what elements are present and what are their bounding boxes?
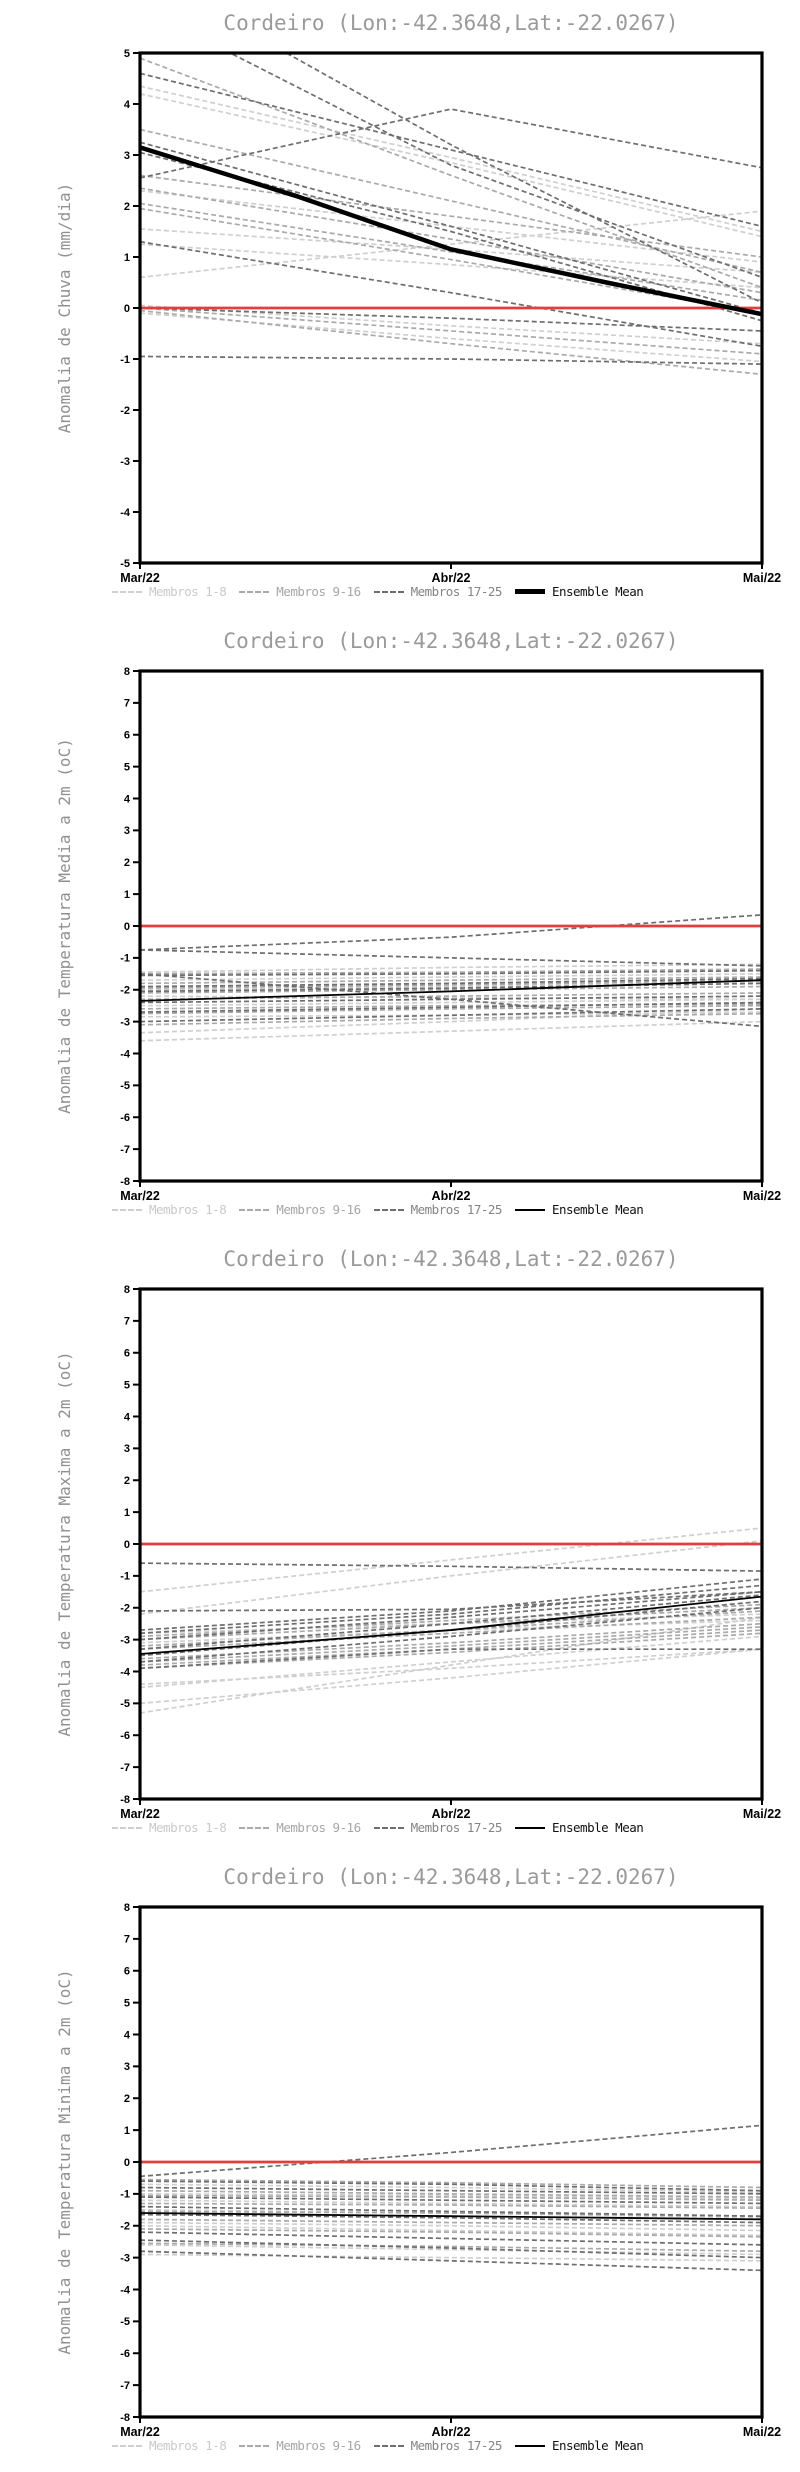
chart-canvas — [0, 618, 800, 1236]
legend-item — [112, 2438, 226, 2453]
member-line-sample — [239, 1209, 269, 1211]
legend-label: Membros 9-16 — [276, 2438, 361, 2453]
member-line — [140, 1617, 762, 1713]
x-tick-label: Mar/22 — [120, 1189, 160, 1203]
member-line — [140, 1009, 762, 1033]
member-line — [140, 1649, 762, 1703]
member-line — [140, 1563, 762, 1571]
y-tick-label: 8 — [123, 1283, 130, 1296]
x-tick-label: Abr/22 — [431, 2425, 471, 2439]
y-axis-label: Anomalia de Temperatura Minima a 2m (oC) — [55, 1969, 74, 2355]
y-tick-label: -5 — [120, 1698, 130, 1711]
plot-area — [140, 0, 762, 374]
y-tick-label: -7 — [120, 1761, 130, 1774]
member-line-sample — [112, 1827, 142, 1829]
y-tick-label: 1 — [123, 888, 130, 901]
y-tick-label: -6 — [120, 1112, 130, 1125]
x-tick-label: Mar/22 — [120, 1807, 160, 1821]
plot-area — [140, 1528, 762, 1713]
member-line-sample — [374, 2445, 404, 2447]
legend-item — [239, 1202, 360, 1217]
y-tick-label: 0 — [123, 302, 130, 315]
chart-title: Cordeiro (Lon:-42.3648,Lat:-22.0267) — [223, 629, 679, 653]
y-tick-label: -2 — [120, 984, 130, 997]
chart-title: Cordeiro (Lon:-42.3648,Lat:-22.0267) — [223, 1247, 679, 1271]
y-tick-label: 3 — [123, 825, 130, 838]
y-tick-label: 6 — [123, 729, 130, 742]
y-tick-label: -1 — [120, 353, 130, 366]
legend-item — [515, 2438, 643, 2453]
legend-label: Membros 1-8 — [149, 584, 227, 599]
x-tick-label: Mar/22 — [120, 571, 160, 585]
member-line — [140, 7, 762, 277]
y-tick-label: 3 — [123, 2061, 130, 2074]
legend-item — [515, 1202, 643, 1217]
member-line — [140, 950, 762, 966]
chart-legend — [112, 1202, 772, 1217]
x-tick-label: Mai/22 — [742, 1807, 782, 1821]
y-tick-label: 6 — [123, 1965, 130, 1978]
legend-label: Membros 9-16 — [276, 1820, 361, 1835]
y-tick-label: -7 — [120, 2379, 130, 2392]
member-line-sample — [239, 2445, 269, 2447]
member-line — [140, 1528, 762, 1592]
y-tick-label: 1 — [123, 251, 130, 264]
legend-label: Ensemble Mean — [551, 584, 644, 599]
x-tick-label: Mai/22 — [742, 2425, 782, 2439]
ensemble-mean-line — [140, 1597, 762, 1654]
y-tick-label: -1 — [120, 1570, 130, 1583]
y-tick-label: -4 — [120, 506, 130, 519]
member-line — [140, 86, 762, 231]
member-line — [140, 142, 762, 313]
y-tick-label: -5 — [120, 2316, 130, 2329]
legend-item — [112, 584, 226, 599]
member-line-sample — [374, 1209, 404, 1211]
legend-item — [374, 2438, 502, 2453]
y-tick-label: 3 — [123, 149, 130, 162]
y-tick-label: -2 — [120, 2220, 130, 2233]
y-tick-label: 8 — [123, 665, 130, 678]
y-tick-label: -3 — [120, 1634, 130, 1647]
y-tick-label: 7 — [123, 1315, 130, 1328]
member-line-sample — [112, 1209, 142, 1211]
panel-3 — [0, 1236, 800, 1854]
member-line — [140, 58, 762, 288]
legend-label: Membros 9-16 — [276, 584, 361, 599]
chart-legend — [112, 584, 772, 599]
y-tick-label: 1 — [123, 1506, 130, 1519]
legend-label: Ensemble Mean — [551, 2438, 644, 2453]
member-line — [140, 1649, 762, 1684]
member-line — [140, 313, 762, 361]
chart-title: Cordeiro (Lon:-42.3648,Lat:-22.0267) — [223, 11, 679, 35]
x-tick-label: Abr/22 — [431, 1189, 471, 1203]
legend-label: Membros 9-16 — [276, 1202, 361, 1217]
x-tick-label: Mar/22 — [120, 2425, 160, 2439]
legend-item — [374, 1820, 502, 1835]
mean-line-sample — [515, 2445, 545, 2447]
y-tick-label: 0 — [123, 2156, 130, 2169]
legend-item — [239, 1820, 360, 1835]
y-tick-label: 7 — [123, 1933, 130, 1946]
y-tick-label: -2 — [120, 404, 130, 417]
y-tick-label: 6 — [123, 1347, 130, 1360]
mean-line-sample — [515, 1827, 545, 1829]
y-tick-label: 1 — [123, 2124, 130, 2137]
member-line — [140, 2223, 762, 2231]
y-tick-label: 7 — [123, 697, 130, 710]
legend-item — [374, 1202, 502, 1217]
member-line — [140, 0, 762, 303]
y-tick-label: 5 — [123, 47, 130, 60]
member-line — [140, 1636, 762, 1687]
member-line-sample — [239, 1827, 269, 1829]
member-line — [140, 2180, 762, 2188]
chart-title: Cordeiro (Lon:-42.3648,Lat:-22.0267) — [223, 1865, 679, 1889]
legend-item — [515, 584, 643, 599]
legend-label: Membros 17-25 — [410, 1820, 502, 1835]
plot-area — [140, 2125, 762, 2270]
y-tick-label: -3 — [120, 2252, 130, 2265]
y-tick-label: 4 — [123, 98, 130, 111]
y-tick-label: -7 — [120, 1143, 130, 1156]
y-tick-label: 5 — [123, 761, 130, 774]
member-line — [140, 2125, 762, 2176]
y-tick-label: -8 — [120, 1175, 130, 1188]
chart-canvas — [0, 1236, 800, 1854]
member-line-sample — [112, 2445, 142, 2447]
x-tick-label: Mai/22 — [742, 571, 782, 585]
member-line — [140, 1014, 762, 1025]
y-tick-label: -1 — [120, 952, 130, 965]
legend-item — [515, 1820, 643, 1835]
y-tick-label: -3 — [120, 1016, 130, 1029]
legend-label: Membros 1-8 — [149, 1820, 227, 1835]
member-line — [140, 2226, 762, 2236]
y-tick-label: -3 — [120, 455, 130, 468]
y-tick-label: -4 — [120, 1048, 130, 1061]
y-tick-label: -1 — [120, 2188, 130, 2201]
panel-4 — [0, 1854, 800, 2472]
y-tick-label: 5 — [123, 1379, 130, 1392]
y-tick-label: -5 — [120, 557, 130, 570]
y-tick-label: 4 — [123, 793, 130, 806]
y-tick-label: 0 — [123, 920, 130, 933]
legend-item — [112, 1820, 226, 1835]
panel-2 — [0, 618, 800, 1236]
member-line — [140, 356, 762, 364]
y-tick-label: 3 — [123, 1443, 130, 1456]
member-line — [140, 1633, 762, 1668]
chart-legend — [112, 1820, 772, 1835]
legend-label: Membros 17-25 — [410, 2438, 502, 2453]
member-line — [140, 308, 762, 331]
member-line-sample — [374, 1827, 404, 1829]
mean-line-sample — [515, 589, 545, 594]
y-tick-label: 0 — [123, 1538, 130, 1551]
y-tick-label: 2 — [123, 857, 130, 870]
legend-item — [112, 1202, 226, 1217]
y-axis-label: Anomalia de Temperatura Media a 2m (oC) — [55, 738, 74, 1114]
x-tick-label: Mai/22 — [742, 1189, 782, 1203]
y-tick-label: -6 — [120, 2348, 130, 2361]
member-line — [140, 2200, 762, 2206]
member-line-sample — [112, 591, 142, 593]
x-tick-label: Abr/22 — [431, 1807, 471, 1821]
y-tick-label: -8 — [120, 1793, 130, 1806]
y-tick-label: -8 — [120, 2411, 130, 2424]
x-tick-label: Abr/22 — [431, 571, 471, 585]
member-line — [140, 2229, 762, 2237]
y-tick-label: 2 — [123, 1475, 130, 1488]
legend-label: Membros 1-8 — [149, 1202, 227, 1217]
member-line — [140, 1022, 762, 1041]
legend-item — [374, 584, 502, 599]
y-tick-label: -2 — [120, 1602, 130, 1615]
legend-label: Membros 17-25 — [410, 584, 502, 599]
y-axis-label: Anomalia de Temperatura Maxima a 2m (oC) — [55, 1351, 74, 1737]
y-tick-label: -5 — [120, 1080, 130, 1093]
y-tick-label: 8 — [123, 1901, 130, 1914]
legend-item — [239, 584, 360, 599]
member-line — [140, 305, 762, 343]
chart-canvas — [0, 0, 800, 618]
member-line-sample — [239, 591, 269, 593]
y-axis-label: Anomalia de Chuva (mm/dia) — [55, 182, 74, 434]
legend-label: Ensemble Mean — [551, 1202, 644, 1217]
legend-label: Membros 17-25 — [410, 1202, 502, 1217]
y-tick-label: 4 — [123, 2029, 130, 2042]
y-tick-label: 5 — [123, 1997, 130, 2010]
member-line — [140, 915, 762, 950]
y-tick-label: 2 — [123, 200, 130, 213]
legend-item — [239, 2438, 360, 2453]
legend-label: Membros 1-8 — [149, 2438, 227, 2453]
chart-legend — [112, 2438, 772, 2453]
y-tick-label: -6 — [120, 1730, 130, 1743]
legend-label: Ensemble Mean — [551, 1820, 644, 1835]
member-line — [140, 1608, 762, 1662]
panel-1 — [0, 0, 800, 618]
chart-canvas — [0, 1854, 800, 2472]
member-line — [140, 1624, 762, 1659]
y-tick-label: -4 — [120, 2284, 130, 2297]
member-line — [140, 2243, 762, 2251]
y-tick-label: 2 — [123, 2093, 130, 2106]
y-tick-label: -4 — [120, 1666, 130, 1679]
plot-area — [140, 915, 762, 1041]
member-line-sample — [374, 591, 404, 593]
member-line — [140, 311, 762, 375]
y-tick-label: 4 — [123, 1411, 130, 1424]
mean-line-sample — [515, 1209, 545, 1211]
